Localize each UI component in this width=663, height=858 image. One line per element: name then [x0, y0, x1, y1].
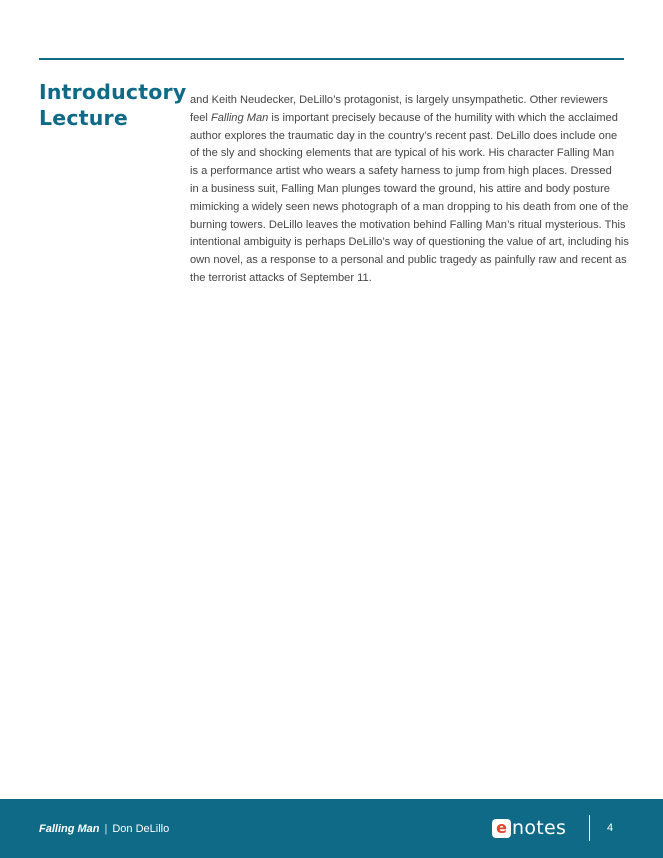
- footer-separator: |: [104, 823, 108, 835]
- body-line: in a business suit, Falling Man plunges toward the ground, his attire and body posture: [190, 182, 610, 195]
- enotes-logo: [492, 817, 566, 839]
- footer-book-info: [39, 823, 169, 835]
- footer-book-title: Falling Man: [39, 823, 100, 835]
- body-line: and Keith Neudecker, DeLillo’s protagonist, is largely unsympathetic. Other reviewers: [190, 94, 608, 106]
- body-line: mimicking a widely seen news photograph of a man dropping to his death from one of the: [190, 200, 629, 213]
- top-divider-rule: [39, 58, 624, 60]
- section-title-line-2: Lecture: [39, 106, 128, 130]
- body-line: burning towers. DeLillo leaves the motivation behind Falling Man’s ritual mysterious. This: [190, 218, 626, 231]
- body-paragraph: [190, 92, 629, 288]
- footer-divider: [589, 815, 590, 841]
- body-line: of the sly and shocking elements that are typical of his work. His character Falling Man: [190, 147, 615, 160]
- page-footer: [0, 799, 663, 858]
- footer-author: Don DeLillo: [112, 823, 170, 835]
- body-line: own novel, as a response to a personal and public tragedy as painfully raw and recent as: [190, 254, 627, 267]
- enotes-logo-text: notes: [512, 817, 567, 839]
- body-line-with-italic: [190, 110, 626, 128]
- page-number: 4: [607, 822, 614, 834]
- body-line-segment: feel: [190, 111, 211, 124]
- body-line-segment: is important precisely because of the humility with which the acclaimed: [268, 111, 618, 124]
- body-line: the terrorist attacks of September 11.: [190, 271, 372, 284]
- enotes-logo-icon: e: [492, 819, 511, 838]
- book-title-italic: Falling Man: [210, 111, 269, 124]
- body-line: intentional ambiguity is perhaps DeLillo’s way of questioning the value of art, including his: [190, 236, 629, 249]
- body-line: author explores the traumatic day in the country’s recent past. DeLillo does include one: [190, 129, 618, 142]
- body-line: is a performance artist who wears a safety harness to jump from high places. Dressed: [190, 165, 612, 178]
- section-title-line-1: Introductory: [39, 80, 187, 104]
- section-title: [39, 79, 187, 131]
